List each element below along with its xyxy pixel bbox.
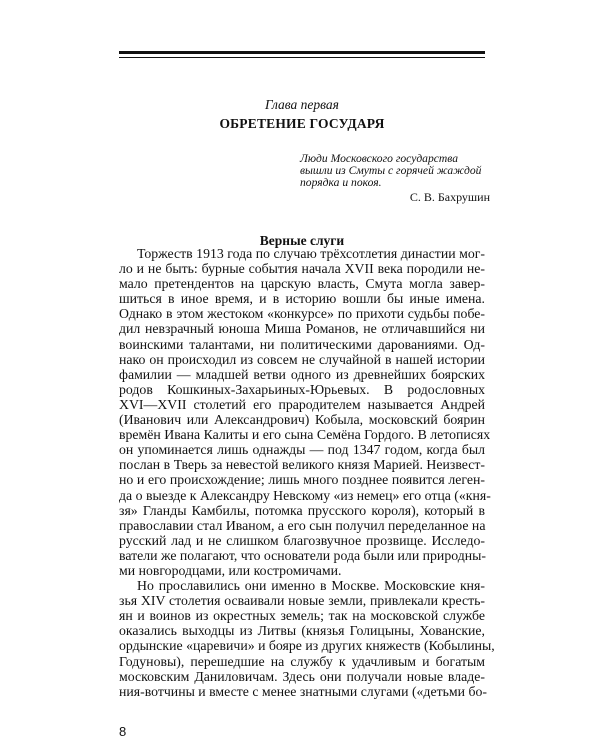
text-line: он упоминается лишь однажды — под 1347 годом, когда был [119, 442, 485, 458]
header-rule-thick [119, 51, 485, 54]
chapter-title: ОБРЕТЕНИЕ ГОСУДАРЯ [219, 116, 385, 131]
text-line: нако он происходил из совсем не случайной в нашей истории [119, 351, 485, 367]
epigraph [300, 153, 490, 189]
text-line: Однако в этом жестоком «конкурсе» по прихоти судьбы побе- [119, 306, 485, 322]
epigraph-author: С. В. Бахрушин [409, 190, 490, 204]
text-line: но и его происхождение; лишь много позднее появится леген- [119, 472, 485, 488]
header-rule-thin [119, 57, 485, 58]
epigraph-line: Люди Московского государства [300, 152, 459, 165]
text-line: родов Кошкиных-Захарьиных-Юрьевых. В родословных [119, 381, 485, 397]
text-line: православии стал Иваном, а его сын получил переделанное на [119, 517, 486, 533]
text-line: московским Даниловичам. Здесь они получали новые владе- [119, 668, 485, 684]
paragraph-2 [119, 578, 495, 699]
text-line: ния-вотчины и вместе с менее знатными слугами («детьми бо- [119, 683, 487, 699]
text-line: фамилии — младшей ветви одного из древнейших боярских [119, 366, 485, 382]
text-line: ян и воинов из окрестных земель; так на московской службе [119, 608, 485, 624]
text-line: шиться в иное время, и в историю вошли бы иные имена. [119, 291, 485, 307]
page-number: 8 [119, 724, 127, 739]
text-line: (Иванович или Александрович) Кобыла, московский боярин [119, 412, 485, 428]
text-line: Годуновы), перешедшие на службу к удачливым и богатым [119, 653, 485, 669]
text-line: XVI—XVII столетий его прародителем называется Андрей [119, 396, 485, 412]
chapter-label: Глава первая [265, 97, 339, 112]
text-line: оказались выходцы из Литвы (князья Голицыны, Хованские, [119, 623, 485, 639]
text-line: русский лад и не слишком благозвучное прозвище. Исследо- [119, 532, 485, 548]
text-line: послан в Тверь за невестой великого князя Марией. Неизвест- [119, 457, 485, 473]
text-line: ми новгородцами, или костромичами. [119, 562, 342, 578]
body-text [119, 246, 495, 699]
text-line: зья XIV столетия осваивали новые земли, привлекали кресть- [119, 593, 485, 609]
text-line: дил невзрачный юноша Миша Романов, не отличавшийся ни [119, 321, 485, 337]
epigraph-line: вышли из Смуты с горячей жаждой [300, 164, 482, 177]
text-line: зя» Гланды Камбилы, потомка прусского короля), который в [119, 502, 485, 518]
text-line: Торжеств 1913 года по случаю трёхсотлетия династии мог- [137, 246, 485, 261]
text-line: ло и не быть: бурные события начала XVII века породили не- [119, 261, 485, 277]
paragraph-1 [119, 246, 491, 578]
section-title: Верные слуги [259, 233, 345, 248]
text-line: воинскими талантами, ни политическими дарованиями. Од- [119, 336, 485, 352]
text-line: да о выезде к Александру Невскому «из немец» его отца («кня- [119, 487, 491, 503]
text-line: ордынские «царевичи» и бояре из других княжеств (Кобылины, [119, 638, 495, 654]
text-line: времён Ивана Калиты и его сына Семёна Гордого. В летописях [119, 427, 491, 443]
text-line: ватели же полагают, что основатели рода были или природны- [119, 547, 486, 563]
epigraph-line: порядка и покоя. [300, 176, 382, 189]
text-line: мало претендентов на царскую власть, Смута могла завер- [119, 276, 485, 292]
text-line: Но прославились они именно в Москве. Московские кня- [137, 578, 485, 594]
